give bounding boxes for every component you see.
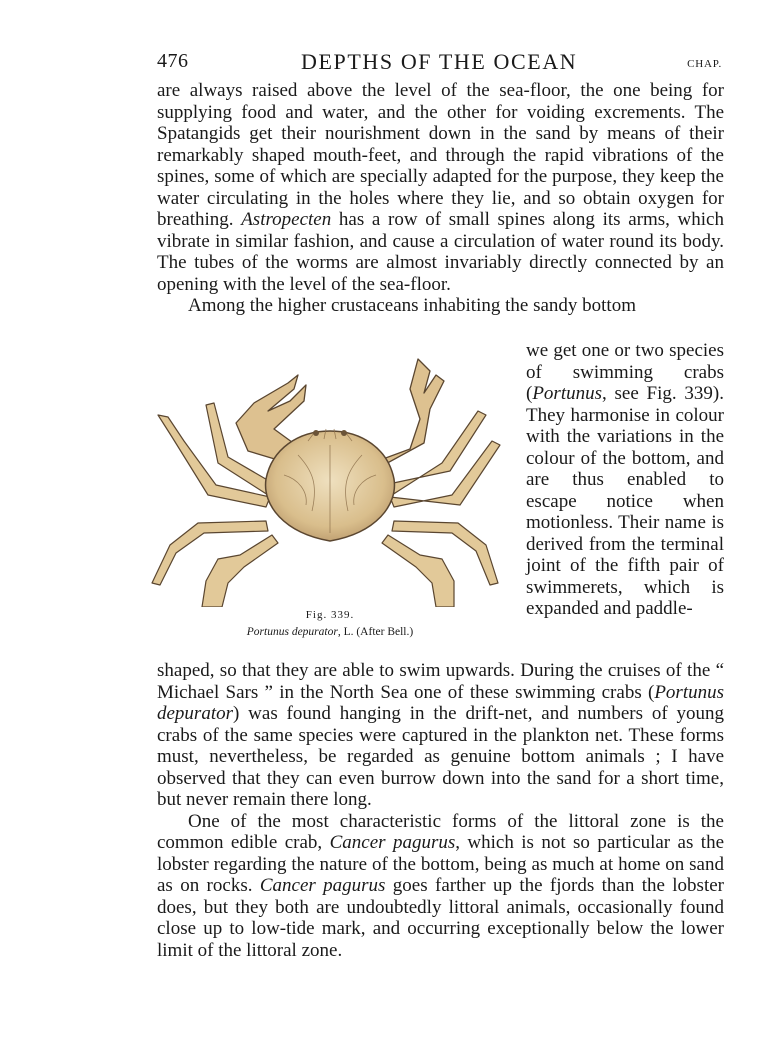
text-block-top: [157, 80, 724, 317]
text-block-bottom: [157, 660, 724, 961]
text-block-wrapped: [526, 340, 724, 620]
crab-illustration: [148, 345, 512, 607]
taxon-portunus: Portunus: [532, 383, 603, 404]
running-title: DEPTHS OF THE OCEAN: [301, 49, 578, 74]
taxon-portunus-depurator: Portunus depurator: [157, 681, 724, 724]
paragraph-cancer-pagurus: One of the most characteristic forms of the littoral zone is the common edible crab, Cancer pagurus, which is not so particular as the lobster regarding the nature of the bottom, being as much at home on sand as on rocks. Cancer pagurus goes farther up the fjords than the lobster does, but they both are undoubtedly littoral animals, occasionally found close up to low-tide mark, and occurring exceptionally below the lower limit of the littoral zone.: [157, 810, 725, 961]
paragraph-crustaceans-continued: shaped, so that they are able to swim upwards. During the cruises of the “ Michael Sars ” in the North Sea one of these swimming crabs (Portunus depurator) was found hanging in the drift-net, and numbers of young crabs of the same species were captured in the plankton net. These forms must, nevertheless, be regarded as genuine bottom animals ; I have observed that they can even burrow down into the sand for a short time, but never remain there long.: [157, 660, 724, 810]
taxon-cancer-pagurus-1: Cancer pagurus: [329, 832, 456, 853]
paragraph-crustaceans-wrap: we get one or two species of swimming crabs (Portunus, see Fig. 339). They harmonise in colour with the variations in the colour of the bottom, and are thus enabled to escape notice when motionless. Their name is derived from the terminal joint of the fifth pair of swimmerets, which is expanded and paddle-: [526, 340, 724, 619]
taxon-cancer-pagurus-2: Cancer pagurus: [259, 875, 386, 896]
chapter-label: CHAP.: [687, 58, 722, 70]
figure-label: Fig. 339.: [305, 609, 355, 621]
figure-crab: [148, 345, 512, 645]
paragraph-crustaceans-lead: Among the higher crustaceans inhabiting the sandy bottom: [188, 295, 636, 316]
taxon-astropecten: Astropecten: [241, 209, 332, 230]
figure-caption: Portunus depurator, L. (After Bell.): [246, 626, 414, 638]
caption-taxon: Portunus depurator: [246, 626, 338, 638]
page-number: 476: [157, 50, 189, 72]
paragraph-echinoderms: are always raised above the level of the sea-floor, the one being for supplying food and water, and the other for voiding excrements. The Spatangids get their nourishment down in the sand by means of their remarkably shaped mouth-feet, and through the rapid vibrations of the spines, some of which are specially adapted for the purpose, they keep the water circulating in the holes where they lie, and so obtain oxygen for breathing. Astropecten has a row of small spines along its arms, which vibrate in similar fashion, and cause a circulation of water round its body. The tubes of the worms are almost invariably directly connected by an opening with the level of the sea-floor.: [157, 80, 724, 295]
crab-legs-right: [382, 411, 500, 607]
running-head: [157, 50, 722, 80]
